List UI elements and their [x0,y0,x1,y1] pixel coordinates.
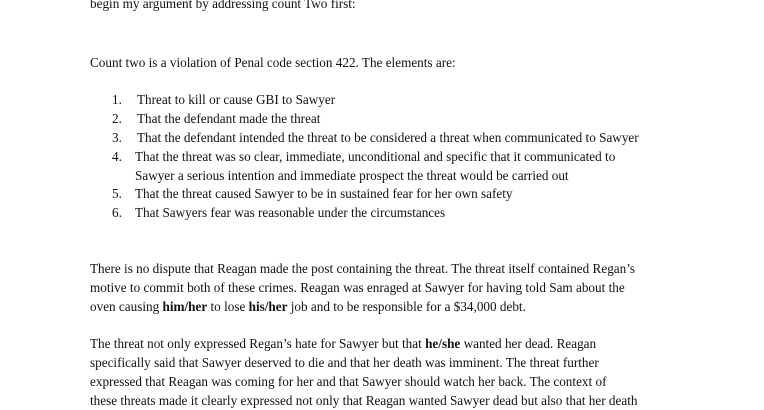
list-item-number: 1. [112,92,122,107]
paragraph-line [90,334,596,353]
list-item-text: That the defendant intended the threat to be considered a threat when communicated to Sawyer [137,130,639,145]
list-item-text: That the threat was so clear, immediate, unconditional and specific that it communicated to [135,149,616,164]
list-item-continuation: Sawyer a serious intention and immediate prospect the threat would be carried out [135,168,569,183]
list-item-number: 6. [112,205,122,220]
text-run: oven causing [90,299,163,314]
text-run: The threat not only expressed Regan’s hate for Sawyer but that [90,336,426,351]
list-item-number: 3. [112,130,122,145]
paragraph-line: motive to commit both of these crimes. Reagan was enraged at Sawyer for having told Sam about the [90,280,625,295]
list-item-number: 2. [112,111,122,126]
list-item-text: Threat to kill or cause GBI to Sawyer [137,92,336,107]
bold-pronoun: his/her [248,299,288,314]
paragraph-line [90,297,526,316]
text-run: wanted her dead. Reagan [460,336,597,351]
bold-pronoun: him/her [162,299,208,314]
count-heading: Count two is a violation of Penal code section 422. The elements are: [90,55,456,70]
list-item-number: 5. [112,186,122,201]
paragraph-line: expressed that Reagan was coming for her and that Sawyer should watch her back. The context of [90,374,607,389]
text-run: job and to be responsible for a $34,000 debt. [287,299,526,314]
paragraph-line: There is no dispute that Reagan made the post containing the threat. The threat itself contained Regan’s [90,261,636,276]
paragraph-line: specifically said that Sawyer deserved to die and that her death was imminent. The threat further [90,355,599,370]
intro-tail-text: begin my argument by addressing count Two first: [90,0,356,11]
list-item-number: 4. [112,149,122,164]
text-run: to lose [207,299,249,314]
paragraph-line: these threats made it clearly expressed not only that Reagan wanted Sawyer dead but also that her death [90,393,638,408]
list-item-text: That the threat caused Sawyer to be in sustained fear for her own safety [135,186,513,201]
list-item-text: That Sawyers fear was reasonable under the circumstances [135,205,446,220]
bold-pronoun: he/she [425,336,461,351]
list-item-text: That the defendant made the threat [137,111,321,126]
